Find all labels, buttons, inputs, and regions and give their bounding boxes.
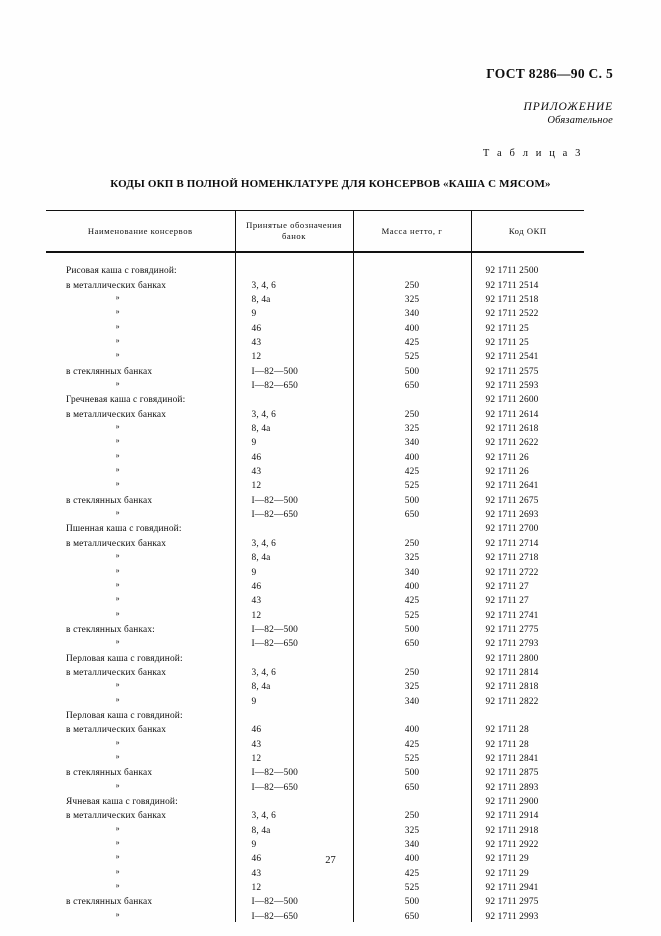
cell-okp-code: 92 1711 2822 — [471, 693, 584, 707]
cell-name-ditto: » — [115, 909, 120, 919]
cell-name: Гречневая каша с говядиной: — [66, 395, 186, 406]
annex-label: ПРИЛОЖЕНИЕ — [523, 101, 613, 113]
cell-designation: 9 — [235, 305, 353, 319]
table-row — [46, 564, 584, 578]
table-row — [46, 678, 584, 692]
cell-net-mass — [353, 793, 471, 807]
table-row — [46, 750, 584, 764]
cell-designation: 43 — [235, 865, 353, 879]
cell-designation: 12 — [235, 478, 353, 492]
cell-name-ditto: » — [115, 838, 120, 848]
table-row — [46, 865, 584, 879]
table-row — [46, 320, 584, 334]
cell-net-mass: 525 — [353, 478, 471, 492]
cell-okp-code: 92 1711 2541 — [471, 348, 584, 362]
cell-designation: 12 — [235, 879, 353, 893]
cell-net-mass: 500 — [353, 893, 471, 907]
cell-designation — [235, 391, 353, 405]
cell-designation: I—82—650 — [235, 779, 353, 793]
cell-designation: I—82—500 — [235, 764, 353, 778]
table-row — [46, 807, 584, 821]
cell-designation: I—82—650 — [235, 506, 353, 520]
table-header — [46, 211, 584, 253]
cell-okp-code: 92 1711 2575 — [471, 363, 584, 377]
table-row — [46, 764, 584, 778]
cell-net-mass: 250 — [353, 664, 471, 678]
cell-designation: I—82—500 — [235, 492, 353, 506]
table-row — [46, 693, 584, 707]
table-row — [46, 434, 584, 448]
cell-okp-code: 92 1711 27 — [471, 592, 584, 606]
cell-name: в металлических банках — [66, 725, 167, 736]
table-row — [46, 664, 584, 678]
cell-net-mass: 400 — [353, 850, 471, 864]
cell-net-mass: 650 — [353, 377, 471, 391]
cell-designation — [235, 793, 353, 807]
cell-net-mass: 400 — [353, 578, 471, 592]
cell-okp-code: 92 1711 2500 — [471, 262, 584, 276]
column-header-net-mass: Масса нетто, г — [353, 211, 471, 253]
cell-designation: 3, 4, 6 — [235, 277, 353, 291]
cell-designation: 12 — [235, 607, 353, 621]
cell-okp-code: 92 1711 2975 — [471, 893, 584, 907]
table-row — [46, 277, 584, 291]
cell-net-mass — [353, 521, 471, 535]
cell-name: Ячневая каша с говядиной: — [66, 797, 178, 807]
cell-name-ditto: » — [115, 422, 120, 432]
table-body — [46, 252, 584, 922]
table-row — [46, 391, 584, 405]
cell-okp-code: 92 1711 2914 — [471, 807, 584, 821]
table-header-row — [46, 211, 584, 253]
table-row — [46, 535, 584, 549]
table-caption: Т а б л и ц а 3 — [482, 148, 583, 159]
cell-net-mass: 425 — [353, 592, 471, 606]
cell-name-ditto: » — [115, 680, 120, 690]
cell-net-mass — [353, 262, 471, 276]
cell-okp-code: 92 1711 27 — [471, 578, 584, 592]
cell-okp-code: 92 1711 26 — [471, 449, 584, 463]
cell-okp-code: 92 1711 2675 — [471, 492, 584, 506]
cell-designation: I—82—500 — [235, 621, 353, 635]
cell-name-ditto: » — [115, 608, 120, 618]
cell-designation: 46 — [235, 320, 353, 334]
table-row — [46, 650, 584, 664]
table-row — [46, 592, 584, 606]
cell-designation: 12 — [235, 750, 353, 764]
cell-okp-code: 92 1711 2700 — [471, 521, 584, 535]
cell-net-mass: 250 — [353, 535, 471, 549]
cell-okp-code: 92 1711 2818 — [471, 678, 584, 692]
cell-name-ditto: » — [115, 737, 120, 747]
cell-designation: 3, 4, 6 — [235, 807, 353, 821]
cell-okp-code: 92 1711 2922 — [471, 836, 584, 850]
cell-designation: 46 — [235, 449, 353, 463]
cell-okp-code: 92 1711 2641 — [471, 478, 584, 492]
cell-net-mass: 650 — [353, 506, 471, 520]
column-header-name: Наименование консервов — [46, 211, 235, 253]
cell-okp-code: 92 1711 2875 — [471, 764, 584, 778]
cell-name: в стеклянных банках — [66, 768, 153, 779]
table-row — [46, 406, 584, 420]
cell-name-ditto: » — [115, 565, 120, 575]
cell-okp-code: 92 1711 2518 — [471, 291, 584, 305]
column-header-okp-code: Код ОКП — [471, 211, 584, 253]
cell-net-mass: 325 — [353, 822, 471, 836]
cell-designation: 8, 4а — [235, 549, 353, 563]
table-row — [46, 521, 584, 535]
cell-okp-code: 92 1711 2622 — [471, 434, 584, 448]
cell-designation: 9 — [235, 836, 353, 850]
page-number: 27 — [325, 855, 336, 866]
cell-name: в металлических банках — [66, 538, 167, 549]
cell-name-ditto: » — [115, 881, 120, 891]
cell-net-mass: 340 — [353, 564, 471, 578]
table-row — [46, 707, 584, 721]
cell-designation: I—82—650 — [235, 635, 353, 649]
cell-designation: 3, 4, 6 — [235, 406, 353, 420]
cell-designation: 9 — [235, 693, 353, 707]
spacer-cell — [235, 252, 353, 262]
cell-name-ditto: » — [115, 823, 120, 833]
table-row — [46, 262, 584, 276]
cell-name-ditto: » — [115, 379, 120, 389]
cell-name: в стеклянных банках — [66, 495, 153, 506]
cell-okp-code: 92 1711 2741 — [471, 607, 584, 621]
cell-name-ditto: » — [115, 292, 120, 302]
table-row — [46, 779, 584, 793]
cell-net-mass: 400 — [353, 721, 471, 735]
cell-designation: 46 — [235, 850, 353, 864]
standard-reference: ГОСТ 8286—90 С. 5 — [486, 66, 613, 81]
cell-designation: 8, 4а — [235, 678, 353, 692]
table-row — [46, 793, 584, 807]
cell-net-mass: 525 — [353, 750, 471, 764]
cell-name: Перловая каша с говядиной: — [66, 710, 183, 721]
cell-designation: I—82—650 — [235, 908, 353, 922]
table-row — [46, 377, 584, 391]
cell-designation — [235, 707, 353, 721]
cell-net-mass: 525 — [353, 879, 471, 893]
table-row — [46, 836, 584, 850]
table-row — [46, 305, 584, 319]
table-row — [46, 449, 584, 463]
cell-designation: 43 — [235, 592, 353, 606]
cell-net-mass: 325 — [353, 549, 471, 563]
cell-name: Рисовая каша с говядиной: — [66, 266, 177, 277]
cell-net-mass: 325 — [353, 420, 471, 434]
cell-okp-code — [471, 707, 584, 721]
cell-name: в металлических банках — [66, 667, 167, 678]
cell-net-mass — [353, 707, 471, 721]
cell-okp-code: 92 1711 2714 — [471, 535, 584, 549]
cell-name: в стеклянных банках: — [66, 624, 155, 635]
table-row — [46, 334, 584, 348]
cell-okp-code: 92 1711 2593 — [471, 377, 584, 391]
cell-okp-code: 92 1711 2775 — [471, 621, 584, 635]
cell-name-ditto: » — [115, 436, 120, 446]
cell-net-mass: 340 — [353, 305, 471, 319]
cell-okp-code: 92 1711 2893 — [471, 779, 584, 793]
table-top-spacer — [46, 252, 584, 262]
cell-okp-code: 92 1711 2993 — [471, 908, 584, 922]
table-row — [46, 822, 584, 836]
cell-name-ditto: » — [115, 450, 120, 460]
cell-designation: 8, 4а — [235, 291, 353, 305]
cell-name-ditto: » — [115, 321, 120, 331]
table-row — [46, 908, 584, 922]
cell-name: в металлических банках — [66, 409, 167, 420]
cell-okp-code: 92 1711 2614 — [471, 406, 584, 420]
cell-designation: 46 — [235, 721, 353, 735]
cell-name-ditto: » — [115, 350, 120, 360]
cell-net-mass: 250 — [353, 807, 471, 821]
cell-net-mass: 400 — [353, 320, 471, 334]
cell-designation: 12 — [235, 348, 353, 362]
cell-net-mass: 425 — [353, 463, 471, 477]
cell-okp-code: 92 1711 2718 — [471, 549, 584, 563]
cell-net-mass: 340 — [353, 693, 471, 707]
cell-name-ditto: » — [115, 751, 120, 761]
table-row — [46, 879, 584, 893]
cell-designation: 46 — [235, 578, 353, 592]
cell-okp-code: 92 1711 2814 — [471, 664, 584, 678]
cell-designation: 43 — [235, 736, 353, 750]
cell-net-mass: 500 — [353, 363, 471, 377]
table-row — [46, 506, 584, 520]
cell-designation: 43 — [235, 334, 353, 348]
spacer-cell — [46, 252, 235, 262]
cell-designation: 8, 4а — [235, 420, 353, 434]
cell-net-mass: 500 — [353, 764, 471, 778]
spacer-cell — [471, 252, 584, 262]
codes-table — [46, 210, 584, 922]
cell-name-ditto: » — [115, 594, 120, 604]
cell-okp-code: 92 1711 2800 — [471, 650, 584, 664]
cell-designation: I—82—500 — [235, 363, 353, 377]
cell-name-ditto: » — [115, 780, 120, 790]
cell-name-ditto: » — [115, 694, 120, 704]
cell-name-ditto: » — [115, 336, 120, 345]
cell-net-mass: 500 — [353, 492, 471, 506]
cell-okp-code: 92 1711 2722 — [471, 564, 584, 578]
table-row — [46, 463, 584, 477]
table-row — [46, 420, 584, 434]
table-row — [46, 607, 584, 621]
cell-designation: 9 — [235, 564, 353, 578]
cell-okp-code: 92 1711 2693 — [471, 506, 584, 520]
cell-net-mass: 650 — [353, 779, 471, 793]
cell-designation — [235, 650, 353, 664]
cell-net-mass: 250 — [353, 406, 471, 420]
cell-okp-code: 92 1711 28 — [471, 736, 584, 750]
cell-designation — [235, 521, 353, 535]
table-row — [46, 621, 584, 635]
cell-name: в металлических банках — [66, 811, 167, 822]
cell-okp-code: 92 1711 2618 — [471, 420, 584, 434]
table-row — [46, 721, 584, 735]
cell-designation: 9 — [235, 434, 353, 448]
table-row — [46, 549, 584, 563]
cell-okp-code: 92 1711 25 — [471, 320, 584, 334]
cell-name-ditto: » — [115, 465, 120, 475]
cell-name-ditto: » — [115, 579, 120, 589]
cell-okp-code: 92 1711 28 — [471, 721, 584, 735]
table-row — [46, 736, 584, 750]
cell-name-ditto: » — [115, 637, 120, 647]
cell-okp-code: 92 1711 2793 — [471, 635, 584, 649]
cell-name: в металлических банках — [66, 280, 167, 291]
annex-block — [524, 100, 613, 128]
cell-net-mass: 525 — [353, 348, 471, 362]
cell-net-mass: 250 — [353, 277, 471, 291]
cell-designation: I—82—650 — [235, 377, 353, 391]
cell-name-ditto: » — [115, 508, 120, 518]
table-row — [46, 363, 584, 377]
cell-okp-code: 92 1711 2514 — [471, 277, 584, 291]
table-row — [46, 893, 584, 907]
cell-net-mass: 500 — [353, 621, 471, 635]
cell-okp-code: 92 1711 2522 — [471, 305, 584, 319]
cell-designation: 3, 4, 6 — [235, 664, 353, 678]
cell-name-ditto: » — [115, 479, 120, 489]
cell-net-mass: 650 — [353, 908, 471, 922]
cell-net-mass: 340 — [353, 836, 471, 850]
cell-net-mass: 425 — [353, 334, 471, 348]
cell-net-mass: 425 — [353, 736, 471, 750]
table-row — [46, 578, 584, 592]
table-row — [46, 291, 584, 305]
cell-net-mass: 340 — [353, 434, 471, 448]
cell-net-mass: 425 — [353, 865, 471, 879]
cell-okp-code: 92 1711 2918 — [471, 822, 584, 836]
cell-net-mass: 325 — [353, 291, 471, 305]
cell-okp-code: 92 1711 26 — [471, 463, 584, 477]
table-row — [46, 478, 584, 492]
cell-net-mass: 650 — [353, 635, 471, 649]
cell-name: в стеклянных банках — [66, 897, 153, 908]
cell-net-mass — [353, 650, 471, 664]
cell-designation — [235, 262, 353, 276]
cell-designation: 3, 4, 6 — [235, 535, 353, 549]
cell-okp-code: 92 1711 2941 — [471, 879, 584, 893]
cell-designation: I—82—500 — [235, 893, 353, 907]
table-row — [46, 635, 584, 649]
cell-name-ditto: » — [115, 866, 120, 876]
page-title: КОДЫ ОКП В ПОЛНОЙ НОМЕНКЛАТУРЕ ДЛЯ КОНСЕРВОВ «КАША С МЯСОМ» — [110, 178, 551, 190]
cell-okp-code: 92 1711 2841 — [471, 750, 584, 764]
cell-name-ditto: » — [115, 307, 120, 317]
table-row — [46, 492, 584, 506]
cell-name: Пшенная каша с говядиной: — [66, 524, 182, 535]
cell-okp-code: 92 1711 25 — [471, 334, 584, 348]
cell-net-mass: 325 — [353, 678, 471, 692]
cell-net-mass: 400 — [353, 449, 471, 463]
codes-table-wrapper — [46, 210, 584, 922]
cell-net-mass — [353, 391, 471, 405]
cell-name: Перловая каша с говядиной: — [66, 653, 183, 664]
cell-name: в стеклянных банках — [66, 366, 153, 377]
table-row — [46, 348, 584, 362]
cell-name-ditto: » — [115, 551, 120, 561]
cell-okp-code: 92 1711 29 — [471, 865, 584, 879]
cell-designation: 43 — [235, 463, 353, 477]
cell-okp-code: 92 1711 2900 — [471, 793, 584, 807]
cell-name-ditto: » — [115, 852, 120, 862]
cell-okp-code: 92 1711 29 — [471, 850, 584, 864]
cell-designation: 8, 4а — [235, 822, 353, 836]
cell-net-mass: 525 — [353, 607, 471, 621]
cell-okp-code: 92 1711 2600 — [471, 391, 584, 405]
annex-subtitle: Обязательное — [547, 115, 613, 127]
spacer-cell — [353, 252, 471, 262]
column-header-designation: Принятые обозначения банок — [235, 211, 353, 253]
